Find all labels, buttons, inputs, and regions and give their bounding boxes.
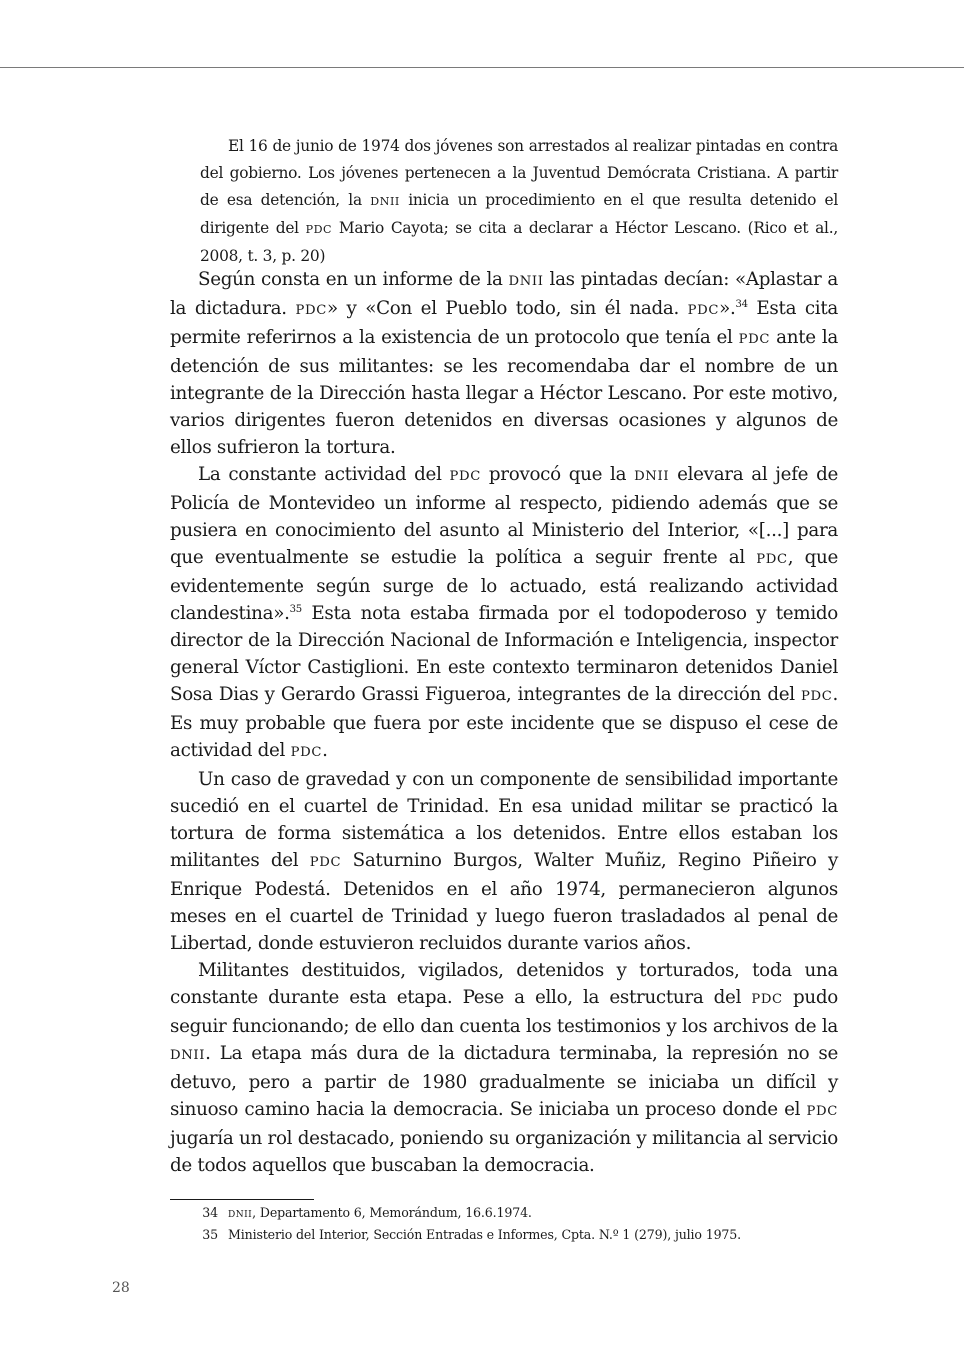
abbr-dnii: DNII [370,195,400,208]
text-run: pudo seguir funcionando; de ello dan cuenta los testimonios y los archivos de la [170,987,838,1037]
text-run: Saturnino Burgos, Walter Muñiz, Regino Piñeiro y Enrique Podestá. Detenidos en el año 1974, permanecieron algunos meses en el cuartel de Trinidad y luego fueron trasladados al penal de Libertad, donde estuvieron recluidos durante varios años. [170,850,838,954]
footnote-number: 34 [202,1205,218,1220]
abbr-pdc: PDC [687,303,720,318]
text-run: provocó que la [480,464,635,485]
text-run: las pintadas decían: «Aplastar a la dictadura. [170,269,839,319]
abbr-pdc: PDC [756,552,788,567]
footnote-34 [170,1203,838,1225]
text-run: . La etapa más dura de la dictadura terminaba, la represión no se detuvo, pero a partir de 1980 gradualmente se iniciaba un difícil y sinuoso camino hacia la democracia. Se iniciaba un proceso donde el [170,1043,838,1120]
paragraph-4 [170,957,838,1179]
paragraph-2 [170,461,838,766]
header-rule [0,67,964,68]
paragraph-3 [170,766,838,957]
abbr-pdc: PDC [449,469,481,484]
text-run: . [322,740,328,761]
abbr-pdc: PDC [309,855,342,870]
text-run: , Departamento 6, Memorándum, 16.6.1974. [252,1205,532,1220]
footnote-text [228,1203,532,1225]
text-run: Un caso de gravedad y con un componente de sensibilidad importante sucedió en el cuartel de Trinidad. En esa unidad militar se practicó la tortura de forma sistemática a los detenidos. Entre ellos estaban los militantes del [170,769,838,871]
text-run: elevara al jefe de Policía de Montevideo un informe al respecto, pidiendo además que se pusiera en conocimiento del asunto al Ministerio del Interior, «[...] para que eventualmente se estudie la política a seguir frente al [170,464,839,568]
footnote-text: Ministerio del Interior, Sección Entradas e Informes, Cpta. N.º 1 (279), julio 1975. [228,1227,742,1242]
text-run: » y «Con el Pueblo todo, sin él nada. [326,298,688,319]
text-run: ». [719,298,736,319]
text-run: Según consta en un informe de la [198,269,509,290]
abbr-pdc: PDC [738,332,771,347]
abbr-dnii: DNII [508,274,544,289]
abbr-pdc: PDC [290,745,323,760]
abbr-pdc: PDC [295,303,327,318]
quote-text: El 16 de junio de 1974 dos jóvenes son arrestados al realizar pintadas en contra del gobierno. Los jóvenes pertenecen a la Juventud Demócrata Cristiana. A partir de esa detención, la [200,137,838,209]
abbr-pdc: PDC [801,689,833,704]
text-run: ante la detención de sus militantes: se les recomendaba dar el nombre de un integrante de la Dirección hasta llegar a Héctor Lescano. Por este motivo, varios dirigentes fueron detenidos en diversas ocasiones y algunos de ellos sufrieron la tortura. [170,327,838,458]
footnote-rule [170,1199,314,1200]
abbr-pdc: PDC [751,992,783,1007]
footnote-ref-35[interactable]: 35 [289,603,302,615]
text-run: jugaría un rol destacado, poniendo su organización y militancia al servicio de todos aquellos que buscaban la democracia. [170,1128,838,1176]
footnote-ref-34[interactable]: 34 [735,298,748,310]
footnote-number: 35 [202,1227,218,1242]
quote-text: Mario Cayota; se cita a declarar a Héctor Lescano. (Rico et al., 2008, t. 3, p. 20) [200,219,838,265]
abbr-pdc: PDC [305,223,333,236]
text-run: Esta cita permite referirnos a la existencia de un protocolo que tenía el [170,298,838,348]
block-quote [200,133,838,270]
text-run: Esta nota estaba firmada por el todopoderoso y temido director de la Dirección Nacional de Información e Inteligencia, inspector general Víctor Castiglioni. En este contexto terminaron detenidos Daniel Sosa Dias y Gerardo Grassi Figueroa, integrantes de la dirección del [170,603,838,705]
abbr-dnii: DNII [228,1210,253,1220]
text-run: . Es muy probable que fuera por este incidente que se dispuso el cese de actividad del [170,684,838,761]
paragraph-1 [170,266,838,461]
abbr-pdc: PDC [806,1104,838,1119]
footnotes [170,1203,838,1244]
quote-text: inicia un procedimiento en el que resulta detenido el dirigente del [200,191,838,237]
body-text [170,266,838,1179]
text-run: Militantes destituidos, vigilados, detenidos y torturados, toda una constante durante esta etapa. Pese a ello, la estructura del [170,960,838,1008]
text-run: La constante actividad del [198,464,450,485]
page-number: 28 [112,1280,130,1296]
footnote-35 [170,1225,838,1244]
text-run: , que evidentemente según surge de lo actuado, está realizando actividad clandestina». [170,547,838,624]
abbr-dnii: DNII [634,469,670,484]
abbr-dnii: DNII [170,1048,206,1063]
